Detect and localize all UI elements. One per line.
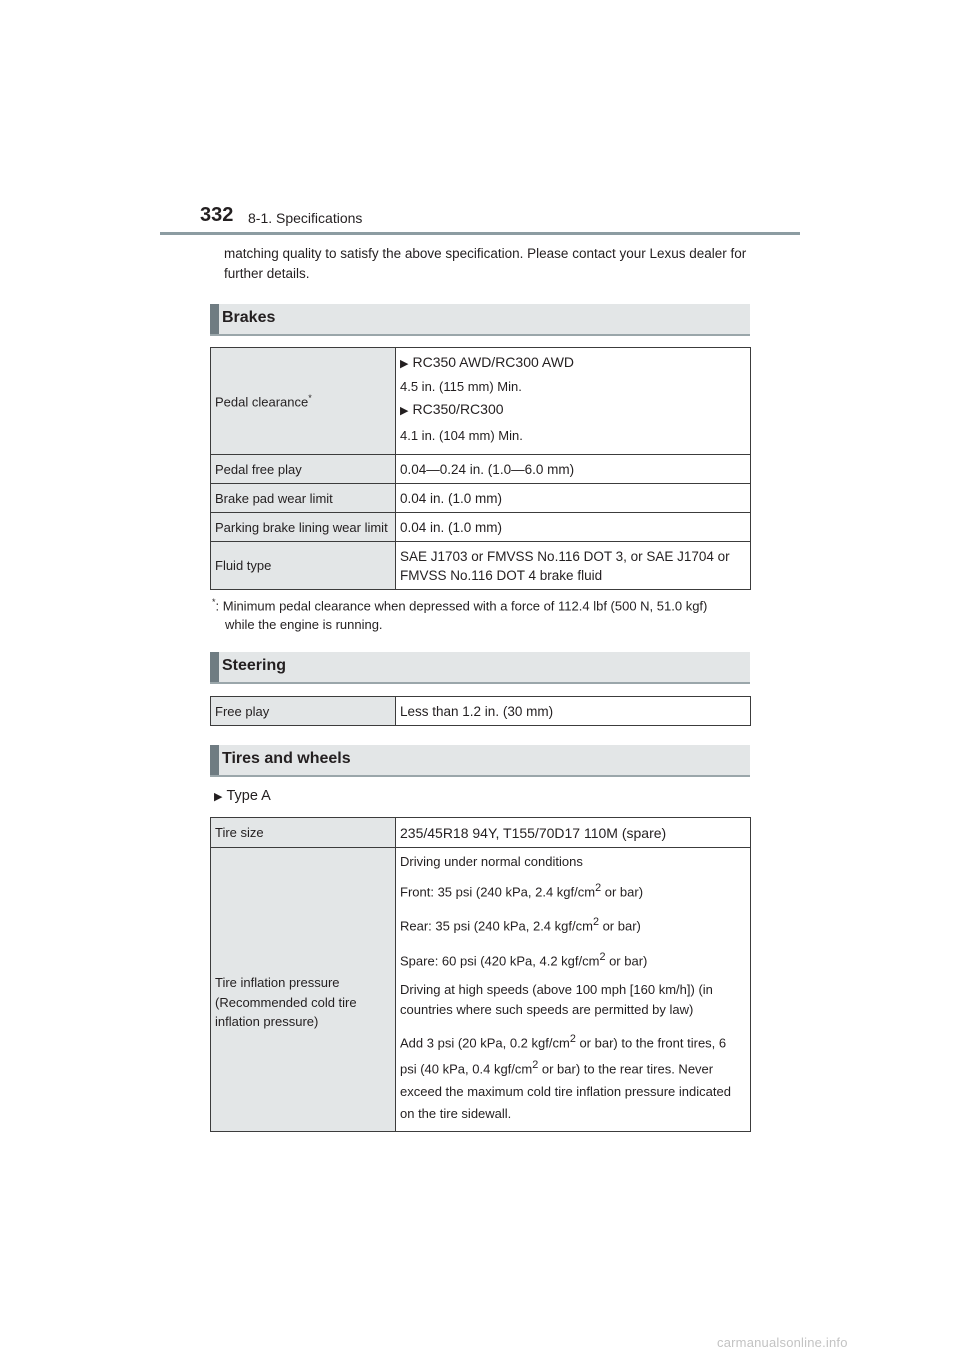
steering-table (210, 696, 751, 726)
footnote-mark: * (212, 597, 216, 607)
row-label: Fluid type (211, 542, 396, 590)
heading-marker (210, 652, 219, 682)
watermark: carmanualsonline.info (717, 1335, 848, 1350)
table-row (211, 818, 751, 848)
row-value: Less than 1.2 in. (30 mm) (396, 697, 751, 726)
row-label: Tire size (211, 818, 396, 848)
footnote-line-2: while the engine is running. (225, 617, 383, 633)
table-row (211, 348, 751, 455)
type-a-label: ▶ Type A (214, 788, 271, 804)
model-rwd: ▶ RC350/RC300 (400, 401, 504, 417)
row-value: SAE J1703 or FMVSS No.116 DOT 3, or SAE J1704 or FMVSS No.116 DOT 4 brake fluid (396, 542, 751, 590)
row-label: Brake pad wear limit (211, 484, 396, 513)
row-label: Parking brake lining wear limit (211, 513, 396, 542)
header-divider (160, 232, 800, 235)
heading-marker (210, 304, 219, 334)
inflation-values (396, 848, 751, 1132)
table-row (211, 697, 751, 726)
table-row (211, 513, 751, 542)
page-number: 332 (200, 204, 234, 226)
steering-title: Steering (222, 657, 287, 674)
value-awd: 4.5 in. (115 mm) Min. (400, 379, 522, 394)
row-label: Pedal free play (211, 455, 396, 484)
brakes-heading (210, 304, 750, 336)
footnote-line-1: : Minimum pedal clearance when depressed with a force of 112.4 lbf (500 N, 51.0 kgf) (215, 598, 708, 614)
heading-marker (210, 745, 219, 775)
triangle-bullet-icon: ▶ (214, 791, 223, 803)
brakes-table (210, 347, 751, 590)
row-label: Tire inflation pressure (Recommended cold tire inflation pressure) (211, 848, 396, 1132)
row-value: 0.04—0.24 in. (1.0—6.0 mm) (396, 455, 751, 484)
table-row (211, 484, 751, 513)
tires-heading (210, 745, 750, 777)
highspeed-instruction: Add 3 psi (20 kPa, 0.2 kgf/$cm^2$ or bar) to the front tires, 6 psi (40 kPa, 0.4 kgf/$cm^2$ or bar) to the rear tires. Never exceed the maximum cold tire inflation pressure indicated on the tire sidewall. (400, 1032, 731, 1121)
front-pressure: Front: 35 psi (240 kPa, 2.4 kgf/$cm^2$ or bar) (400, 882, 644, 900)
intro-paragraph: matching quality to satisfy the above specification. Please contact your Lexus dealer for further details. (224, 246, 747, 281)
row-value: 0.04 in. (1.0 mm) (396, 484, 751, 513)
table-row (211, 455, 751, 484)
spare-pressure: Spare: 60 psi (420 kPa, 4.2 kgf/$cm^2$ or bar) (400, 950, 648, 968)
row-value: 0.04 in. (1.0 mm) (396, 513, 751, 542)
tires-title: Tires and wheels (222, 750, 351, 767)
table-row (211, 542, 751, 590)
normal-heading: Driving under normal conditions (400, 854, 583, 869)
pedal-clearance-values (396, 348, 751, 455)
brakes-title: Brakes (222, 309, 276, 326)
footnote-ref: * (308, 392, 312, 403)
highspeed-heading: Driving at high speeds (above 100 mph [160 km/h]) (in countries where such speeds are permitted by law) (400, 981, 713, 1017)
row-label: Free play (211, 697, 396, 726)
row-value: 235/45R18 94Y, T155/70D17 110M (spare) (396, 818, 751, 848)
table-row (211, 848, 751, 1132)
value-rwd: 4.1 in. (104 mm) Min. (400, 428, 523, 443)
section-title: 8-1. Specifications (248, 210, 363, 226)
rear-pressure: Rear: 35 psi (240 kPa, 2.4 kgf/$cm^2$ or bar) (400, 916, 641, 934)
tires-table (210, 817, 751, 1132)
pedal-clearance-label: Pedal clearance* (211, 348, 396, 455)
steering-heading (210, 652, 750, 684)
triangle-bullet-icon: ▶ (400, 358, 409, 370)
brakes-footnote (212, 593, 752, 634)
triangle-bullet-icon: ▶ (400, 405, 409, 417)
model-awd: ▶ RC350 AWD/RC300 AWD (400, 354, 575, 370)
